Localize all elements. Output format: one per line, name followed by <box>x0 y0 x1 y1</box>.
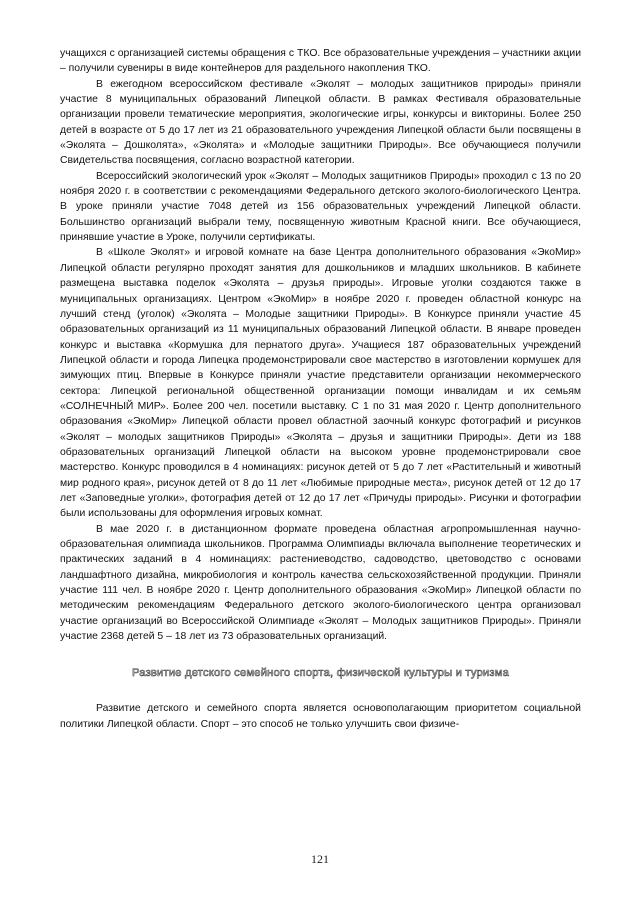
page-number: 121 <box>311 852 329 866</box>
section-heading: Развитие детского семейного спорта, физической культуры и туризма <box>131 667 510 680</box>
paragraph-continuation: учащихся с организацией системы обращения с ТКО. Все образовательные учреждения – участники акции – получили сувениры в виде контейнеров для раздельного накопления ТКО. <box>60 48 581 75</box>
paragraph-school-ecolyat: В «Школе Эколят» и игровой комнате на базе Центра дополнительного образования «ЭкоМир» Липецкой области регулярно проходят занятия для дошкольников и младших школьников. В кабинете размещена выставка поделок «Эколята – друзья природы». Игровые уголки создаются также в муниципальных организациях. Центром «ЭкоМир» в ноябре 2020 г. проведен областной конкурс на лучший стенд (уголок) «Эколята – Молодые защитники Природы». В Конкурсе приняли участие 45 образовательных организаций из 11 муниципальных образований Липецкой области. В январе проведен конкурс и выставка «Кормушка для пернатого друга». Учащиеся 187 образовательных учреждений Липецкой области и города Липецка продемонстрировали свое мастерство в изготовлении кормушек для зимующих птиц. Впервые в Конкурсе приняли участие представители организации некоммерческого сектора: Липецкой региональной общественной организации помощи инвалидам и их семьям «СОЛНЕЧНЫЙ МИР». Более 200 чел. посетили выставку. С 1 по 31 мая 2020 г. Центр дополнительного образования «ЭкоМир» Липецкой области провел областной заочный конкурс фотографий и рисунков «Эколят – молодых защитников Природы» «Эколята – друзья и защитники Природы». Дети из 188 образовательных организаций Липецкой области на высоком уровне продемонстрировали свое мастерство. Конкурс проводился в 4 номинациях: рисунок детей от 5 до 7 лет «Растительный и животный мир родного края», рисунок детей от 8 до 11 лет «Любимые природные места», рисунок детей от 12 до 17 лет «Заповедные уголки», фотография детей от 12 до 17 лет «Причуды природы». Рисунки и фотографии были использованы для оформления игровых комнат. <box>60 247 581 520</box>
paragraph-eco-lesson: Всероссийский экологический урок «Эколят – Молодых защитников Природы» проходил с 13 по 20 ноября 2020 г. в соответствии с рекомендациями Федерального детского эколого-биологического Центра. В уроке приняли участие 7048 детей из 156 образовательных учреждений Липецкой области. Большинство организаций выбрали тему, посвященную животным Красной книги. Все обучающиеся, принявшие участие в Уроке, получили сертификаты. <box>60 170 581 244</box>
paragraph-sport: Развитие детского и семейного спорта является основополагающим приоритетом социальной политики Липецкой области. Спорт – это способ не только улучшить свои физиче- <box>60 703 581 730</box>
paragraph-festival: В ежегодном всероссийском фестивале «Эколят – молодых защитников природы» приняли участие 8 муниципальных образований Липецкой области. В рамках Фестиваля образовательные организации провели тематические мероприятия, экологические игры, конкурсы и викторины. Более 250 детей в возрасте от 5 до 17 лет из 21 образовательного учреждения Липецкой области были посвящены в «Эколята – Дошколята», «Эколята» и «Молодые защитники Природы». Все обучающиеся получили Свидетельства посвящения, согласно возрастной категории. <box>60 78 581 167</box>
paragraph-olympiad: В мае 2020 г. в дистанционном формате проведена областная агропромышленная научно-образовательная олимпиада школьников. Программа Олимпиады включала выполнение теоретических и практических заданий в 4 номинациях: растениеводство, садоводство, цветоводство с основами ландшафтного дизайна, микробиология и контроль качества сельскохозяйственной продукции. Приняли участие 111 чел. В ноябре 2020 г. Центр дополнительного образования «ЭкоМир» Липецкой области по методическим рекомендациям Федерального детского эколого-биологического центра организовал участие организаций во Всероссийской Олимпиаде «Эколят – Молодых защитников Природы». Приняли участие 2368 детей 5 – 18 лет из 73 образовательных организаций. <box>60 523 581 643</box>
